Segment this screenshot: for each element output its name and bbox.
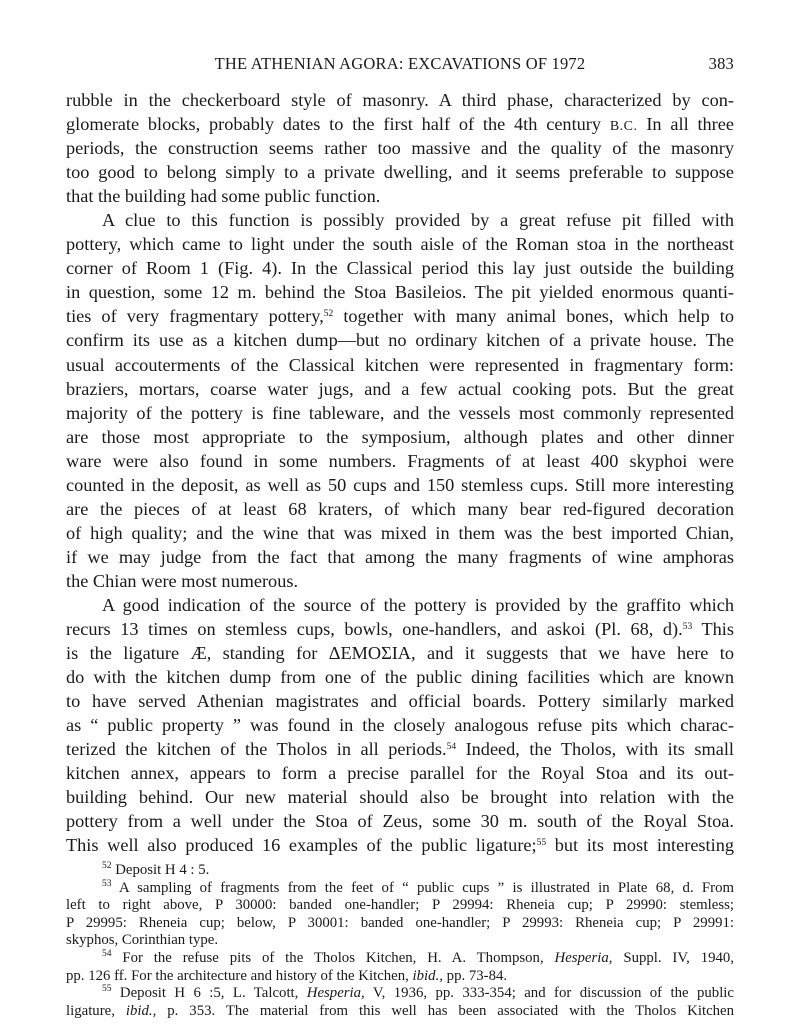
body-text [66,88,734,858]
text-line: in question, some 12 m. behind the Stoa Basileios. The pit yielded enormous quanti- [66,282,734,303]
footnote-line: P 29995: Rheneia cup; below, P 30001: banded one-handler; P 29993: Rheneia cup; P 29991: [66,914,734,931]
footnote-ref-54[interactable]: 54 [446,742,457,753]
footnote-ref-52[interactable]: 52 [323,309,334,320]
footnote-ref-55[interactable]: 55 [536,838,547,849]
text-line: kitchen annex, appears to form a precise parallel for the Royal Stoa and its out- [66,763,734,784]
text-line: braziers, mortars, coarse water jugs, and a few actual cooking pots. But the great [66,378,734,399]
footnote-ref-53[interactable]: 53 [682,622,693,633]
text-line: majority of the pottery is fine tableware, and the vessels most commonly represented [66,402,734,423]
text-line: do with the kitchen dump from one of the public dining facilities which are known [66,667,734,688]
text-line: This well also produced 16 examples of the public ligature;$^{55}$ but its most interesting [66,835,734,856]
text-line: periods, the construction seems rather too massive and the quality of the masonry [66,138,734,159]
text-line: of high quality; and the wine that was mixed in them was the best imported Chian, [66,522,734,543]
footnote-line: skyphos, Corinthian type. [66,932,219,949]
footnotes [66,862,734,1020]
text-line: A good indication of the source of the pottery is provided by the graffito which [102,594,734,615]
text-line: counted in the deposit, as well as 50 cups and 150 stemless cups. Still more interesting [66,474,734,495]
text-line: if we may judge from the fact that among the many fragments of wine amphoras [66,546,734,567]
text-line: pottery from a well under the Stoa of Zeus, some 30 m. south of the Royal Stoa. [66,811,734,832]
footnote-55: $^{55}$ Deposit H 6 :5, L. Talcott, Hesperia, V, 1936, pp. 333-354; and for discussion of the public [102,984,734,1002]
footnote-line: pp. 126 ff. For the architecture and history of the Kitchen, ibid., pp. 73-84. [66,967,508,984]
text-line: ties of very fragmentary pottery,$^{52}$ together with many animal bones, which help to [66,306,734,327]
footnote-52: $^{52}$ Deposit H 4 : 5. [102,861,210,878]
text-line: too good to belong simply to a private dwelling, and it seems preferable to suppose [66,162,734,183]
text-line: glomerate blocks, probably dates to the first half of the 4th century B.C. In all three [66,114,735,135]
text-line: rubble in the checkerboard style of masonry. A third phase, characterized by con- [66,90,734,110]
page-number: 383 [708,54,734,73]
text-line: to have served Athenian magistrates and official boards. Pottery similarly marked [66,691,734,712]
text-line: are the pieces of at least 68 kraters, of which many bear red-figured decoration [66,498,734,519]
text-line: A clue to this function is possibly provided by a great refuse pit filled with [102,210,734,231]
text-line: pottery, which came to light under the south aisle of the Roman stoa in the northeast [66,234,734,255]
text-line: corner of Room 1 (Fig. 4). In the Classical period this lay just outside the building [66,258,734,279]
text-line: the Chian were most numerous. [66,570,299,591]
text-line: that the building had some public function. [66,186,381,207]
text-line: recurs 13 times on stemless cups, bowls, one-handlers, and askoi (Pl. 68, d).$^{53}$ This [66,619,734,640]
footnote-54: $^{54}$ For the refuse pits of the Tholos Kitchen, H. A. Thompson, Hesperia, Suppl. IV, 1940, [102,948,734,966]
text-line: as “ public property ” was found in the closely analogous refuse pits which charac- [66,715,734,736]
text-line: usual accouterments of the Classical kitchen were represented in fragmentary form: [66,354,734,375]
footnote-line: left to right above, P 30000: banded one-handler; P 29994: Rheneia cup; P 29990: stemless; [66,897,734,914]
text-line: is the ligature Æ, standing for ΔΕΜΟΣΙΑ, and it suggests that we have here to [66,643,734,664]
running-header [66,54,734,78]
era-abbreviation: B.C. [609,119,638,135]
footnote-53: $^{53}$ A sampling of fragments from the feet of “ public cups ” is illustrated in Plate 68, d. From [102,878,734,896]
text-line: terized the kitchen of the Tholos in all periods.$^{54}$ Indeed, the Tholos, with its small [66,739,735,760]
running-title: THE ATHENIAN AGORA: EXCAVATIONS OF 1972 [214,54,586,73]
text-line: ware were also found in some numbers. Fragments of at least 400 skyphoi were [66,450,734,471]
text-line: confirm its use as a kitchen dump—but no ordinary kitchen of a private house. The [66,330,734,351]
text-line: are those most appropriate to the symposium, although plates and other dinner [66,426,734,447]
footnote-line: ligature, ibid., p. 353. The material from this well has been associated with the Tholos Kitchen [66,1002,734,1019]
text-line: building behind. Our new material should also be brought into relation with the [66,787,734,808]
